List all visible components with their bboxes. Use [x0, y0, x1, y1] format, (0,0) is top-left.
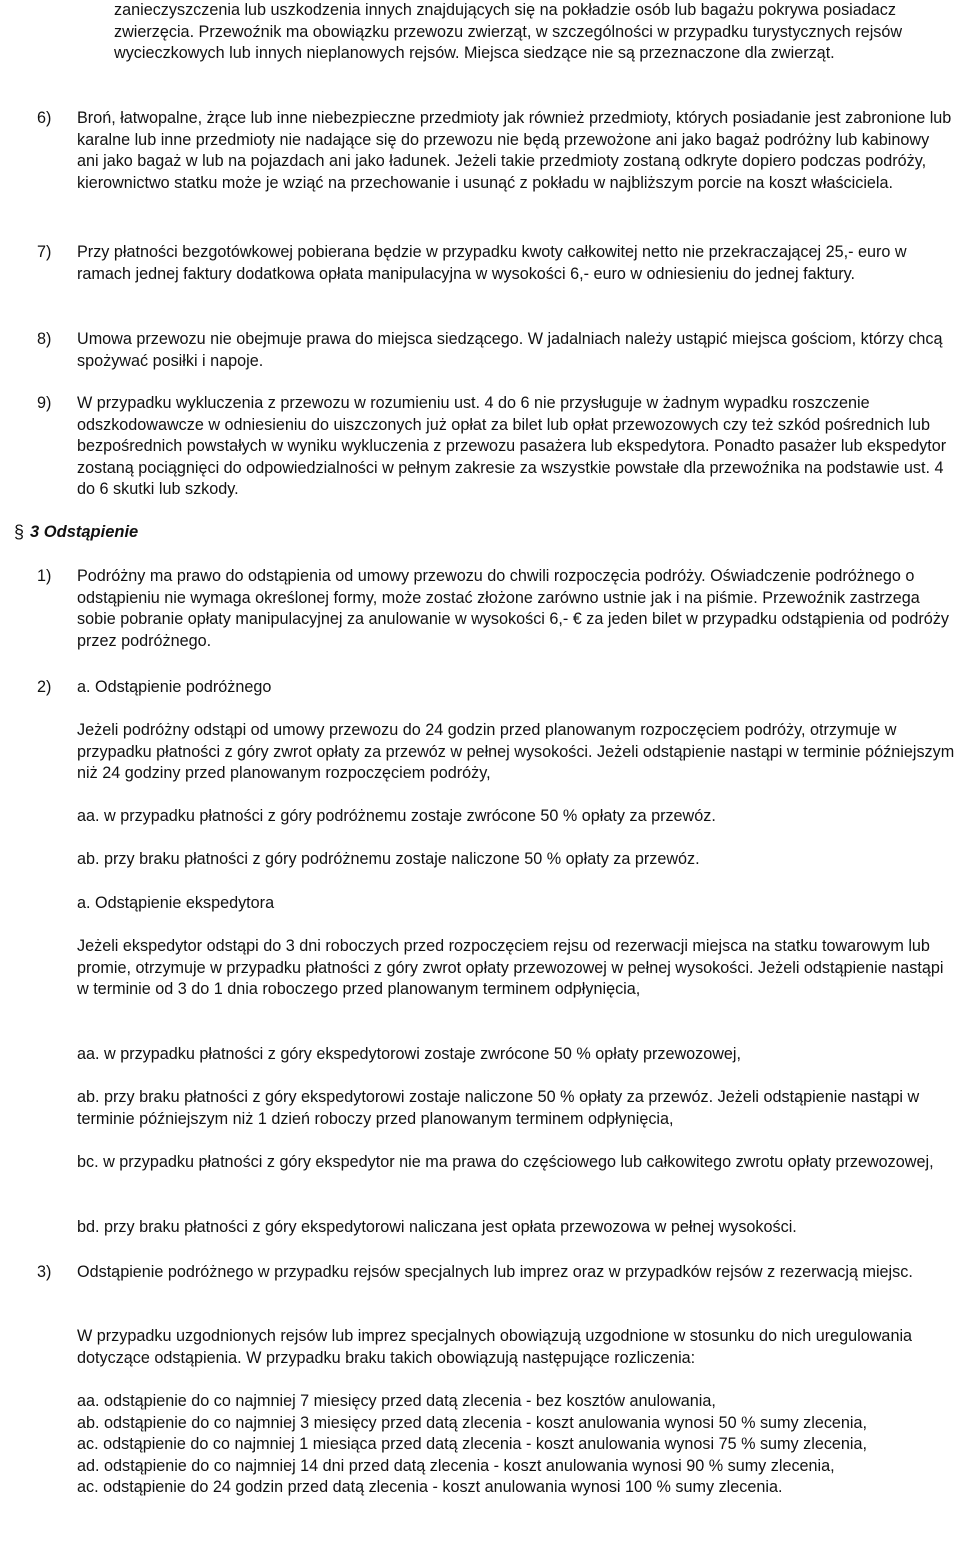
list-item: ac. odstąpienie do co najmniej 1 miesiąca przed datą zlecenia - koszt anulowania wynosi 75 % sumy zlecenia,: [77, 1435, 868, 1454]
item-number-7: 7): [37, 243, 52, 261]
s3-item-2b-aa: aa. w przypadku płatności z góry ekspedytorowi zostaje zwrócone 50 % opłaty przewozowej,: [77, 1045, 742, 1063]
section-sign-icon: §: [14, 521, 25, 542]
item-number-6: 6): [37, 109, 52, 127]
list-item: ac. odstąpienie do 24 godzin przed datą zlecenia - koszt anulowania wynosi 100 % sumy zlecenia.: [77, 1478, 783, 1497]
s3-item-2b-bc: bc. w przypadku płatności z góry ekspedytor nie ma prawa do częściowego lub całkowitego zwrotu opłaty przewozowej,: [77, 1153, 934, 1171]
s3-item-2a-aa: aa. w przypadku płatności z góry podróżnemu zostaje zwrócone 50 % opłaty za przewóz.: [77, 807, 716, 825]
item-9-text: W przypadku wykluczenia z przewozu w rozumieniu ust. 4 do 6 nie przysługuje w żadnym wypadku roszczenie odszkodowawcze w odniesieniu do uiszczonych już opłat za bilet lub opłat przewozowych czy też szkód pośrednich lub bezpośrednich powstałych w wyniku wykluczenia z przewozu pasażera lub ekspedytora. Ponadto pasażer lub ekspedytor zostaną pociągnięci do odpowiedzialności w pełnym zakresie za wszystkie powstałe dla przewoźnika na podstawie ust. 4 do 6 skutki lub szkody.: [77, 394, 947, 499]
section-title: 3 Odstąpienie: [30, 522, 139, 541]
s3-item-3-list: [77, 1391, 955, 1499]
s3-item-3-title: Odstąpienie podróżnego w przypadku rejsów specjalnych lub imprez oraz w przypadków rejsów z rezerwacją miejsc.: [77, 1263, 913, 1281]
list-item: ab. odstąpienie do co najmniej 3 miesięcy przed datą zlecenia - koszt anulowania wynosi 50 % sumy zlecenia,: [77, 1413, 868, 1432]
s3-item-2b-ab: ab. przy braku płatności z góry ekspedytorowi zostaje naliczone 50 % opłaty za przewóz. Jeżeli odstąpienie nastąpi w terminie późniejszym niż 1 dzień roboczy przed planowanym terminem odpłynięcia,: [77, 1088, 920, 1128]
section-heading: [14, 519, 138, 545]
s3-item-2b-text: Jeżeli ekspedytor odstąpi do 3 dni roboczych przed rozpoczęciem rejsu od rezerwacji miejsca na statku towarowym lub promie, otrzymuje w przypadku płatności z góry zwrot opłaty przewozowej w pełnej wysokości. Jeżeli odstąpienie nastąpi w terminie od 3 do 1 dnia roboczego przed planowanym terminem odpłynięcia,: [77, 937, 944, 999]
s3-item-2a-ab: ab. przy braku płatności z góry podróżnemu zostaje naliczone 50 % opłaty za przewóz.: [77, 850, 700, 868]
list-item: ad. odstąpienie do co najmniej 14 dni przed datą zlecenia - koszt anulowania wynosi 90 % sumy zlecenia,: [77, 1456, 835, 1475]
s3-item-2a-text: Jeżeli podróżny odstąpi od umowy przewozu do 24 godzin przed planowanym rozpoczęciem podróży, otrzymuje w przypadku płatności z góry zwrot opłaty za przewóz w pełnej wysokości. Jeżeli odstąpienie nastąpi w terminie późniejszym niż 24 godziny przed planowanym rozpoczęciem podróży,: [77, 721, 955, 783]
item-number-9: 9): [37, 394, 52, 412]
s3-item-3-text: W przypadku uzgodnionych rejsów lub imprez specjalnych obowiązują uzgodnione w stosunku do nich uregulowania dotyczące odstąpienia. W przypadku braku takich obowiązują następujące rozliczenia:: [77, 1327, 913, 1367]
list-item: aa. odstąpienie do co najmniej 7 miesięcy przed datą zlecenia - bez kosztów anulowania,: [77, 1392, 716, 1410]
item-7-text: Przy płatności bezgotówkowej pobierana będzie w przypadku kwoty całkowitej netto nie przekraczającej 25,- euro w ramach jednej faktury dodatkowa opłata manipulacyjna w wysokości 6,- euro w odniesieniu do jednej faktury.: [77, 243, 907, 283]
s3-item-2b-title: a. Odstąpienie ekspedytora: [77, 894, 275, 912]
item-number-8: 8): [37, 330, 52, 348]
s3-item-1-text: Podróżny ma prawo do odstąpienia od umowy przewozu do chwili rozpoczęcia podróży. Oświadczenie podróżnego o odstąpieniu nie wymaga określonej formy, może zostać złożone zarówno ustnie jak i na piśmie. Przewoźnik zastrzega sobie pobranie opłaty manipulacyjnej za anulowanie w wysokości 6,- € za jeden bilet w przypadku odstąpienia od podróży przez podróżnego.: [77, 567, 949, 650]
item-8-text: Umowa przewozu nie obejmuje prawa do miejsca siedzącego. W jadalniach należy ustąpić miejsca gościom, którzy chcą spożywać posiłki i napoje.: [77, 330, 943, 370]
s3-item-number-1: 1): [37, 567, 52, 585]
s3-item-number-2: 2): [37, 678, 52, 696]
continuation-paragraph: zanieczyszczenia lub uszkodzenia innych znajdujących się na pokładzie osób lub bagażu pokrywa posiadacz zwierzęcia. Przewoźnik ma obowiązku przewozu zwierząt, w szczególności w przypadku turystycznych rejsów wycieczkowych lub innych nieplanowych rejsów. Miejsca siedzące nie są przeznaczone dla zwierząt.: [114, 1, 903, 63]
s3-item-2b-bd: bd. przy braku płatności z góry ekspedytorowi naliczana jest opłata przewozowa w pełnej wysokości.: [77, 1218, 797, 1236]
s3-item-2a-title: a. Odstąpienie podróżnego: [77, 678, 272, 696]
item-6-text: Broń, łatwopalne, żrące lub inne niebezpieczne przedmioty jak również przedmioty, których posiadanie jest zabronione lub karalne lub inne przedmioty nie nadające się do przewozu nie będą przewożone ani jako bagaż podróżny lub kabinowy ani jako bagaż w lub na pojazdach ani jako ładunek. Jeżeli takie przedmioty zostaną odkryte dopiero podczas podróży, kierownictwo statku może je wziąć na przechowanie i usunąć z pokładu w najbliższym porcie na koszt właściciela.: [77, 109, 952, 192]
s3-item-number-3: 3): [37, 1263, 52, 1281]
